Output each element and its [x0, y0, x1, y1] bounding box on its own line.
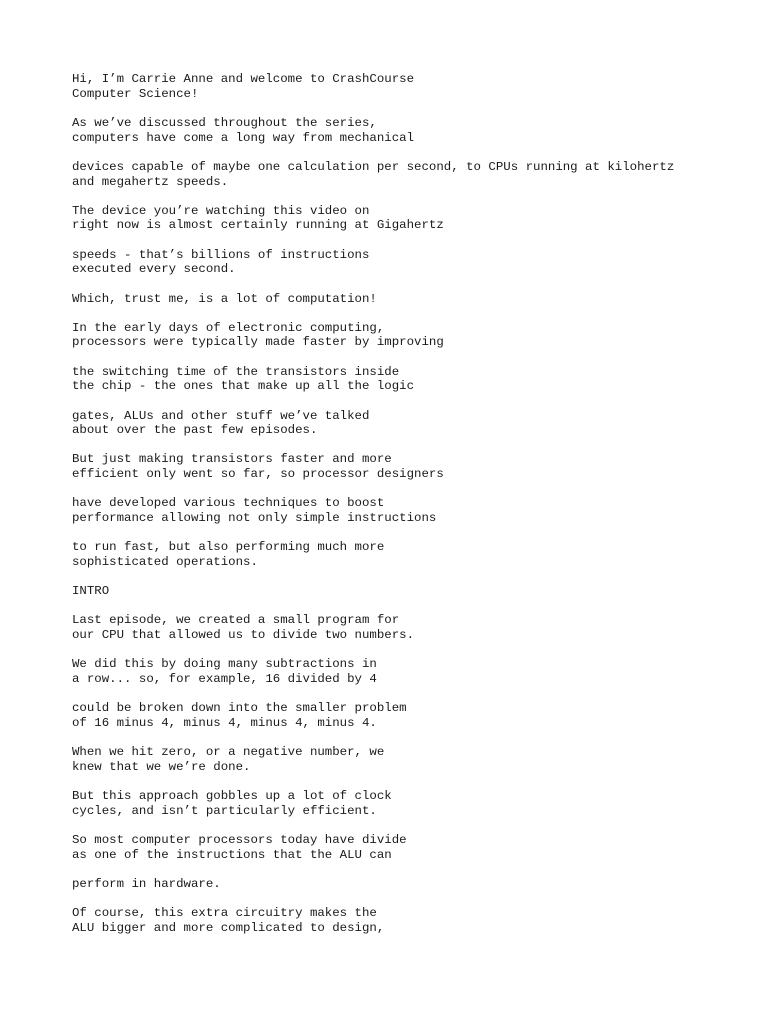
paragraph [72, 613, 712, 642]
text-line: gates, ALUs and other stuff we’ve talked [72, 408, 370, 423]
paragraph [72, 877, 712, 892]
text-line: cycles, and isn’t particularly efficient. [72, 803, 377, 818]
paragraph [72, 292, 712, 307]
text-line: sophisticated operations. [72, 554, 258, 569]
text-line: to run fast, but also performing much more [72, 540, 385, 555]
paragraph [72, 204, 712, 233]
paragraph [72, 745, 712, 774]
text-line: right now is almost certainly running at Gigahertz [72, 218, 444, 233]
text-line: computers have come a long way from mechanical [72, 130, 415, 145]
paragraph [72, 365, 712, 394]
text-line: Computer Science! [72, 86, 199, 101]
text-line: Which, trust me, is a lot of computation! [72, 291, 377, 306]
paragraph [72, 496, 712, 525]
text-line: perform in hardware. [72, 876, 221, 891]
text-line: Last episode, we created a small program for [72, 613, 400, 628]
paragraph [72, 452, 712, 481]
text-line: When we hit zero, or a negative number, we [72, 745, 385, 760]
text-line: a row... so, for example, 16 divided by 4 [72, 671, 377, 686]
paragraph [72, 906, 712, 935]
text-line: ALU bigger and more complicated to design, [72, 920, 385, 935]
paragraph [72, 701, 712, 730]
text-line: and megahertz speeds. [72, 174, 229, 189]
paragraph [72, 833, 712, 862]
text-line: The device you’re watching this video on [72, 203, 370, 218]
text-line: processors were typically made faster by improving [72, 335, 444, 350]
text-line: executed every second. [72, 262, 236, 277]
paragraph [72, 160, 712, 189]
text-line: as one of the instructions that the ALU can [72, 847, 392, 862]
text-line: knew that we we’re done. [72, 759, 251, 774]
text-line: performance allowing not only simple instructions [72, 511, 437, 526]
paragraph [72, 540, 712, 569]
text-line: speeds - that’s billions of instructions [72, 247, 370, 262]
transcript-body [72, 72, 712, 950]
paragraph [72, 72, 712, 101]
text-line: Hi, I’m Carrie Anne and welcome to CrashCourse [72, 72, 415, 86]
text-line: Of course, this extra circuitry makes the [72, 906, 377, 921]
text-line: the chip - the ones that make up all the logic [72, 379, 415, 394]
paragraph [72, 321, 712, 350]
text-line: the switching time of the transistors inside [72, 364, 400, 379]
text-line: So most computer processors today have divide [72, 832, 407, 847]
text-line: INTRO [72, 584, 110, 599]
text-line: devices capable of maybe one calculation per second, to CPUs running at kilohertz [72, 159, 675, 174]
text-line: our CPU that allowed us to divide two numbers. [72, 628, 415, 643]
paragraph [72, 116, 712, 145]
text-line: In the early days of electronic computing, [72, 320, 385, 335]
text-line: of 16 minus 4, minus 4, minus 4, minus 4. [72, 715, 377, 730]
text-line: efficient only went so far, so processor designers [72, 467, 444, 482]
text-line: We did this by doing many subtractions in [72, 657, 377, 672]
paragraph [72, 789, 712, 818]
paragraph [72, 657, 712, 686]
text-line: about over the past few episodes. [72, 423, 318, 438]
text-line: But just making transistors faster and more [72, 452, 392, 467]
text-line: But this approach gobbles up a lot of clock [72, 789, 392, 803]
text-line: have developed various techniques to boost [72, 496, 385, 511]
text-line: could be broken down into the smaller problem [72, 701, 407, 716]
paragraph [72, 248, 712, 277]
paragraph [72, 409, 712, 438]
text-line: As we’ve discussed throughout the series, [72, 115, 377, 130]
section-heading [72, 584, 712, 599]
